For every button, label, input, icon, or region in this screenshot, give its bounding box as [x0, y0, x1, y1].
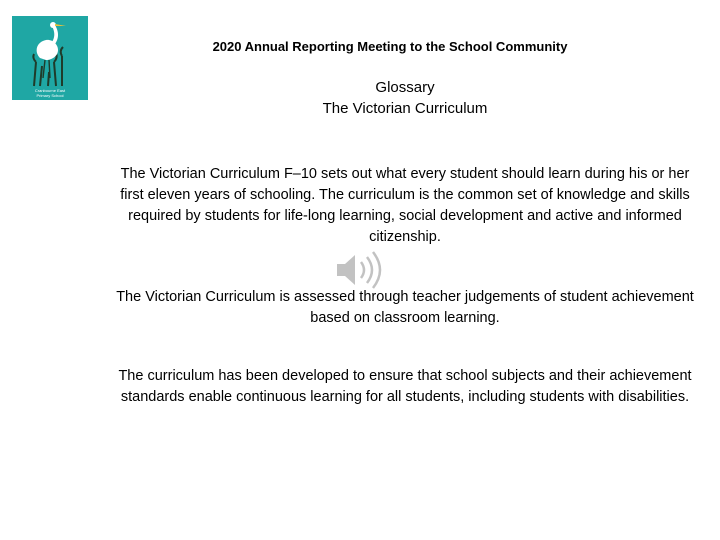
paragraph-assessment: The Victorian Curriculum is assessed through teacher judgements of student achievement based on classroom learning. — [116, 289, 694, 326]
logo-text-line2: Primary School — [36, 93, 64, 98]
paragraph-continuous-learning: The curriculum has been developed to ensure that school subjects and their achievement standards enable continuous learning for all students, including students with disabilities. — [118, 368, 692, 405]
paragraph-curriculum-overview: The Victorian Curriculum F–10 sets out what every student should learn during his or her first eleven years of schooling. The curriculum is the common set of knowledge and skills required by students for life-long learning, social development and active and informed citizenship. — [120, 166, 690, 245]
logo-text-line1: Cranbourne East — [34, 88, 66, 93]
glossary-heading: Glossary — [375, 79, 435, 96]
school-logo — [12, 16, 88, 100]
meeting-title: 2020 Annual Reporting Meeting to the School Community — [212, 39, 568, 54]
curriculum-heading: The Victorian Curriculum — [322, 100, 488, 117]
